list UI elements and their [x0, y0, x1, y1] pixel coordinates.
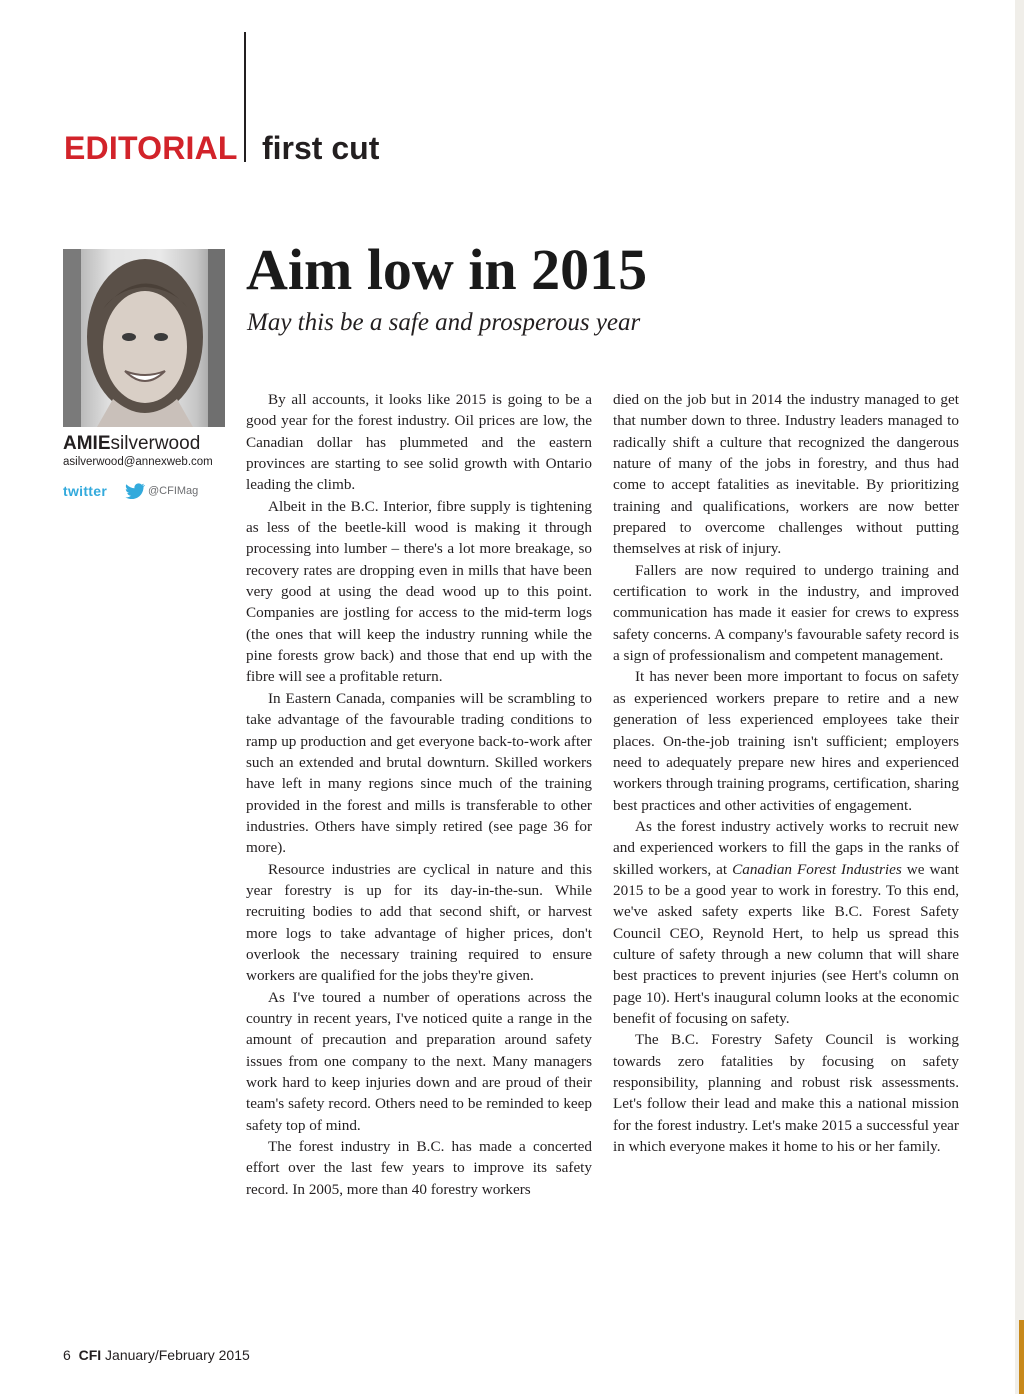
publication-name: Canadian Forest Industries — [732, 860, 902, 878]
body-paragraph: Fallers are now required to undergo training and certification to work in the industry, and improved communication has made it easier for crews to express safety concerns. A company's favourable safety record is a sign of professionalism and competent management. — [613, 561, 959, 665]
body-paragraph: Albeit in the B.C. Interior, fibre supply is tightening as less of the beetle-kill wood is making it through processing into lumber – there's a lot more breakage, so recovery rates are dropping even in mills that have been very good at using the dead wood up to this point. Companies are jostling for access to the mid-term logs (the ones that will keep the industry running while the pine forests grow back) and those that end up with the fibre will see a profitable return. — [246, 497, 592, 686]
body-paragraph: As I've toured a number of operations across the country in recent years, I've noticed quite a range in the amount of precaution and preparation around safety issues from one company to the next. Many managers work hard to keep injuries down and are proud of their team's safety record. Others need to be reminded to keep safety top of mind. — [246, 988, 592, 1134]
twitter-handle: @CFIMag — [148, 485, 199, 497]
page-number: 6 — [63, 1347, 71, 1363]
section-sublabel: first cut — [262, 130, 380, 166]
twitter-bird-icon — [125, 483, 145, 499]
magazine-name: CFI — [78, 1347, 102, 1363]
body-paragraph-continued: died on the job but in 2014 the industry managed to get that number down to three. Industry leaders managed to radically shift a culture that recognized the dangerous nature of many of the jobs in forestry, and thus had come to accept fatalities as inevitable. By prioritizing training and qualifications, workers are now better prepared to overcome challenges without putting themselves at risk of injury. — [613, 391, 959, 558]
twitter-link[interactable] — [63, 482, 233, 500]
body-paragraph: By all accounts, it looks like 2015 is going to be a good year for the forest industry. Oil prices are low, the Canadian dollar has plummeted and the eastern provinces are starting to see solid growth with Ontario leading the climb. — [246, 391, 592, 494]
author-first-name: AMIE — [63, 433, 111, 454]
body-paragraph: In Eastern Canada, companies will be scrambling to take advantage of the favourable trading conditions to ramp up production and get everyone back-to-work after such an extended and brutal downturn. Skilled workers have left in many regions since much of the training provided in the forest and mills is transferable to other industries. Others have simply retired (see page 36 for more). — [246, 689, 592, 857]
page-edge-strip — [1015, 0, 1024, 1394]
page-edge-accent — [1019, 1320, 1024, 1394]
body-text-segment: As the forest industry actively works to recruit new and experienced workers to fill the gaps in the ranks of skilled workers, at — [613, 817, 959, 878]
article-column-left — [246, 389, 592, 1200]
article-subhead: May this be a safe and prosperous year — [247, 309, 641, 336]
body-paragraph: Resource industries are cyclical in nature and this year forestry is up for its day-in-the-sun. While recruiting bodies to add that second shift, or harvest more logs to take advantage of higher prices, don't overlook the necessary training required to ensure workers are qualified for the jobs they're given. — [246, 860, 592, 985]
page-footer — [63, 1346, 250, 1364]
body-paragraph — [613, 816, 959, 1029]
article-column-right — [613, 389, 959, 1157]
section-label: EDITORIAL — [64, 130, 238, 166]
author-photo — [63, 249, 225, 427]
twitter-logo-text: twitter — [63, 483, 108, 499]
author-email[interactable]: asilverwood@annexweb.com — [63, 456, 213, 468]
author-name — [63, 432, 200, 456]
body-paragraph: It has never been more important to focus on safety as experienced workers prepare to retire and a new generation of less experienced employees take their places. On-the-job training isn't sufficient; employers need to adequately prepare new hires and experienced workers through training programs, certification, sharing best practices and other activities of engagement. — [613, 668, 959, 814]
header-divider — [244, 32, 246, 162]
author-last-name: silverwood — [110, 433, 201, 454]
body-paragraph: The forest industry in B.C. has made a concerted effort over the last few years to improve its safety record. In 2005, more than 40 forestry workers — [246, 1138, 592, 1198]
author-portrait-icon — [63, 249, 225, 427]
article-headline: Aim low in 2015 — [246, 237, 648, 302]
body-paragraph: The B.C. Forestry Safety Council is working towards zero fatalities by focusing on safety responsibility, planning and robust risk assessments. Let's follow their lead and make this a national mission for the forest industry. Let's make 2015 a successful year in which everyone makes it home to his or her family. — [613, 1031, 959, 1156]
issue-date: January/February 2015 — [105, 1347, 250, 1363]
body-text-segment: we want 2015 to be a good year to work in forestry. To this end, we've asked safety experts like B.C. Forest Safety Council CEO, Reynold Hert, to help us spread this culture of safety through a new column that will share best practices to prevent injuries (see Hert's column on page 10). Hert's inaugural column looks at the economic benefit of focusing on safety. — [613, 860, 959, 1027]
